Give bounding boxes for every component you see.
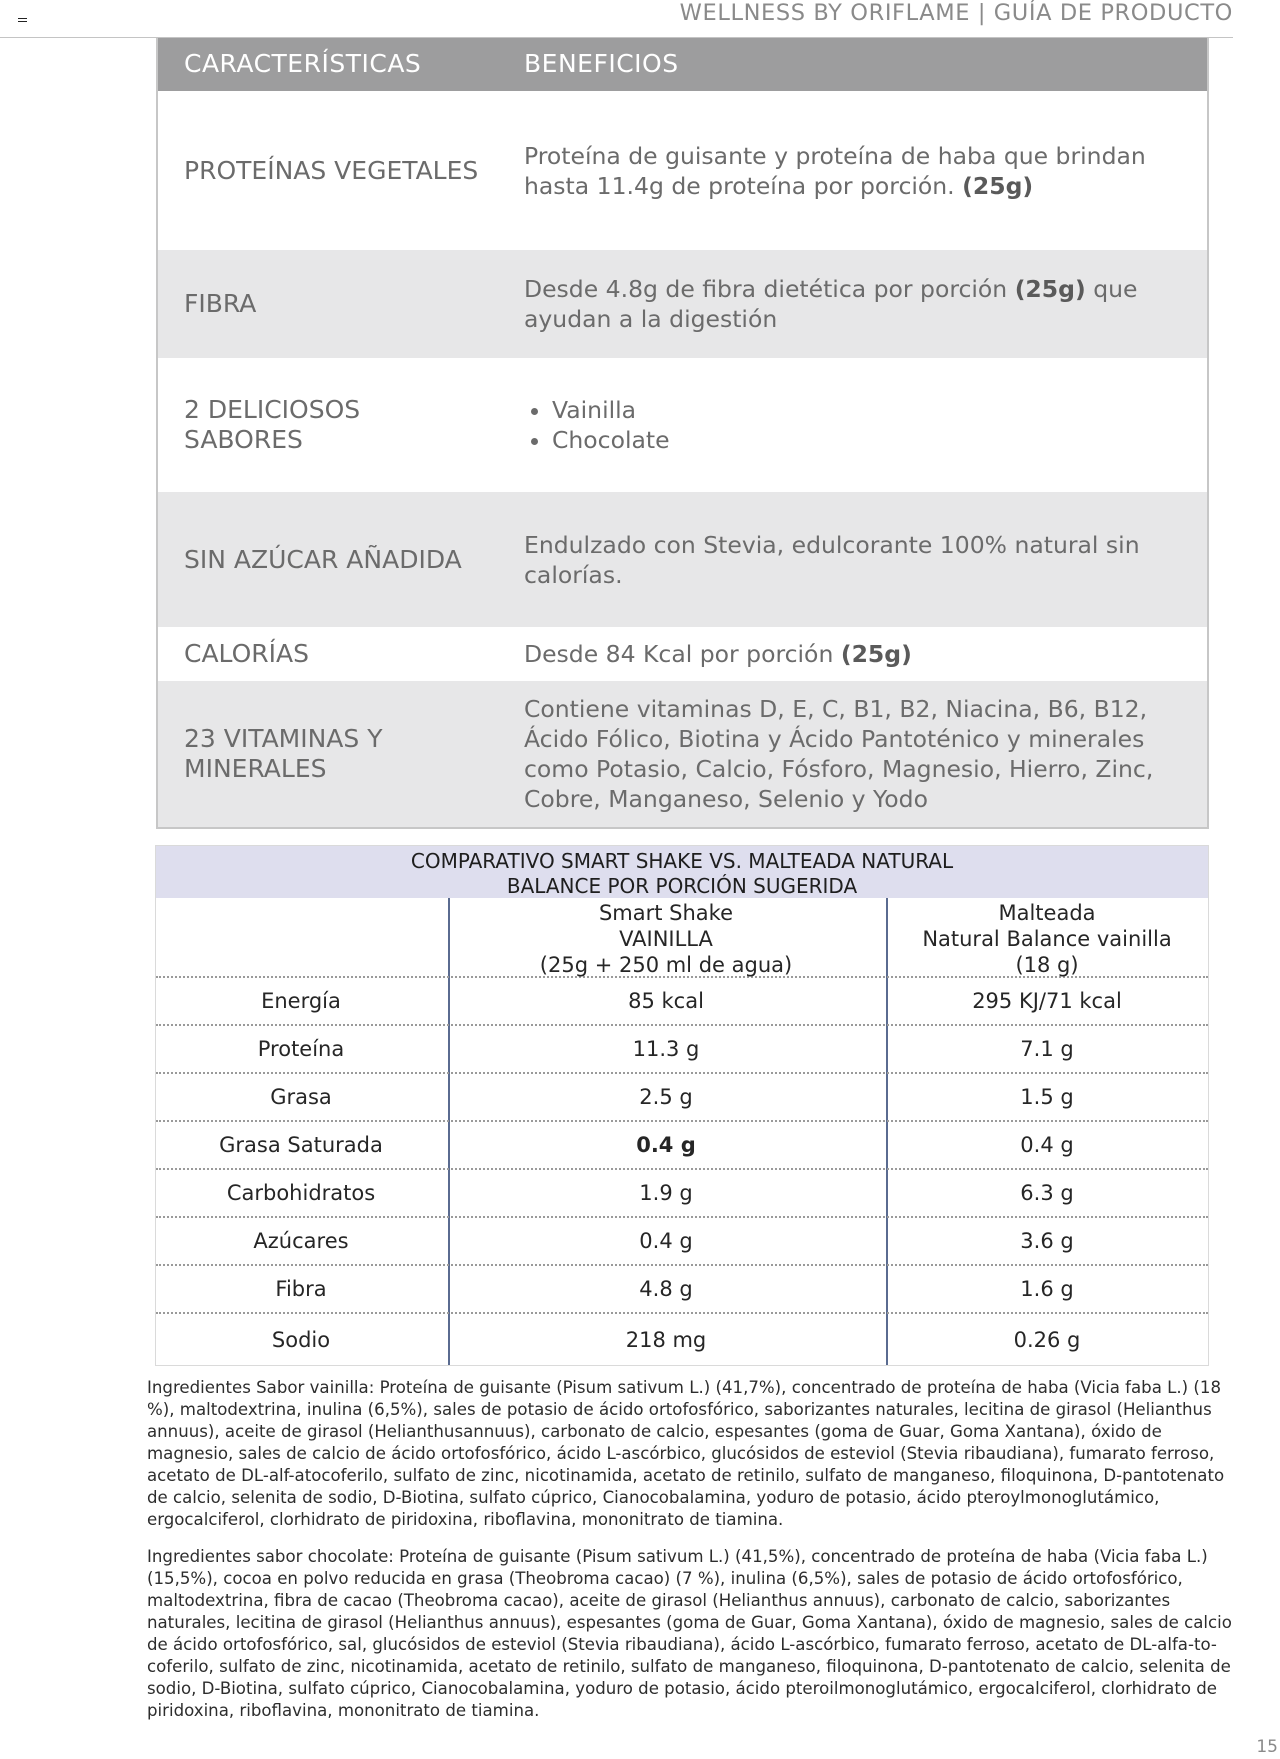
smart-value: 85 kcal (628, 989, 704, 1013)
natural-value: 3.6 g (1020, 1229, 1074, 1253)
comparison-header-row (156, 898, 1208, 978)
feature-row-sabores (158, 358, 1207, 492)
smart-value: 0.4 g (636, 1133, 696, 1157)
nutrient-name: Azúcares (253, 1229, 349, 1253)
table-row (156, 1026, 1208, 1074)
table-row (156, 1170, 1208, 1218)
smart-value: 218 mg (625, 1327, 707, 1352)
feature-benefit (524, 395, 1174, 455)
feature-benefit: Contiene vitaminas D, E, C, B1, B2, Niacina, B6, B12, Ácido Fólico, Biotina y Ácido Pantoténico y minerales como Potasio, Calcio, Fósforo, Magnesio, Hierro, Zinc, Cobre, Manganeso, Selenio y Yodo (524, 695, 1154, 813)
table-row (156, 978, 1208, 1026)
nutrient-name: Carbohidratos (226, 1181, 376, 1205)
nutrient-name: Grasa (270, 1085, 332, 1109)
feature-label: FIBRA (184, 289, 257, 318)
natural-value: 0.4 g (1020, 1133, 1074, 1157)
features-table (156, 38, 1209, 829)
smart-value: 1.9 g (639, 1181, 693, 1205)
ingredients-chocolate: Ingredientes sabor chocolate: Proteína de guisante (Pisum sativum L.) (41,5%), concentrado de proteína de haba (Vicia faba L.) (15,5%), cocoa en polvo reducida en grasa (Theobroma cacao) (7 %), inulina (6,5%), sales de potasio de ácido ortofosfórico, maltodextrina, fibra de cacao (Theobroma cacao), aceite de girasol (Helianthus annuus), carbonato de calcio, saborizantes naturales, lecitina de girasol (Helianthus annuus), espesantes (goma de Guar, Goma Xantana), óxido de magnesio, sales de calcio de ácido ortofosfórico, sal, glucósidos de esteviol (Stevia ribaudiana), ácido L-ascórbico, fumarato ferroso, acetato de DL-alfa-to-coferilo, sulfato de zinc, nicotinamida, acetato de retinilo, sulfato de manganeso, filoquinona, D-pantotenato de calcio, selenita de sodio, D-Biotina, sulfato cúprico, Cianocobalamina, yoduro de potasio, ácido pteroilmonoglutámico, ergocalciferol, clorhidrato de piridoxina, riboflavina, mononitrato de tiamina. (147, 1547, 1232, 1720)
natural-value: 295 KJ/71 kcal (972, 989, 1122, 1013)
feature-label: SIN AZÚCAR AÑADIDA (184, 544, 462, 574)
smart-value: 2.5 g (639, 1085, 693, 1109)
feature-benefit: Proteína de guisante y proteína de haba que brindan hasta 11.4g de proteína por porción. (25g) (524, 141, 1146, 200)
feature-row-proteinas (158, 91, 1207, 250)
feature-label: CALORÍAS (184, 639, 309, 668)
feature-benefit: Desde 4.8g de fibra dietética por porción (25g) que ayudan a la digestión (524, 275, 1138, 333)
feature-label: 2 DELICIOSOS SABORES (184, 395, 361, 454)
feature-row-calorias (158, 627, 1207, 681)
natural-value: 7.1 g (1020, 1037, 1074, 1061)
table-row (156, 1314, 1208, 1365)
natural-value: 6.3 g (1020, 1181, 1074, 1205)
features-table-header (158, 38, 1207, 91)
natural-balance-header: Malteada Natural Balance vainilla (18 g) (922, 901, 1172, 977)
comparison-title-line2: BALANCE POR PORCIÓN SUGERIDA (506, 874, 858, 898)
header-caracteristicas: CARACTERÍSTICAS (184, 49, 422, 78)
page-header: WELLNESS BY ORIFLAME | GUÍA DE PRODUCTO (679, 0, 1233, 26)
smart-shake-header: Smart Shake VAINILLA (25g + 250 ml de agua) (539, 901, 793, 977)
nutrient-name: Grasa Saturada (219, 1133, 383, 1157)
nutrient-name: Proteína (257, 1037, 345, 1061)
feature-row-sin-azucar (158, 492, 1207, 627)
comparison-title-line1: COMPARATIVO SMART SHAKE VS. MALTEADA NATURAL (410, 849, 954, 873)
nutrient-name: Sodio (271, 1327, 331, 1352)
natural-value: 1.6 g (1020, 1277, 1074, 1301)
nutrient-name: Fibra (275, 1277, 327, 1301)
header-beneficios: BENEFICIOS (524, 49, 679, 78)
smart-value: 4.8 g (639, 1277, 693, 1301)
natural-value: 0.26 g (1013, 1327, 1081, 1352)
table-row (156, 1074, 1208, 1122)
page-number: 15 (1256, 1737, 1278, 1757)
list-item: • Vainilla (552, 395, 1174, 425)
feature-label: 23 VITAMINAS Y MINERALES (184, 724, 383, 783)
smart-value: 11.3 g (632, 1037, 700, 1061)
table-row (156, 1218, 1208, 1266)
feature-benefit: Endulzado con Stevia, edulcorante 100% natural sin calorías. (524, 530, 1140, 589)
smart-value: 0.4 g (639, 1229, 693, 1253)
feature-label: PROTEÍNAS VEGETALES (184, 155, 479, 185)
feature-benefit: Desde 84 Kcal por porción (25g) (524, 640, 912, 668)
comparison-table (155, 845, 1209, 1366)
table-row (156, 1122, 1208, 1170)
feature-row-fibra (158, 250, 1207, 358)
comparison-title (156, 846, 1208, 898)
ingredients-vanilla: Ingredientes Sabor vainilla: Proteína de guisante (Pisum sativum L.) (41,7%), concentrado de proteína de haba (Vicia faba L.) (18 %), maltodextrina, inulina (6,5%), sales de potasio de ácido ortofosfórico, saborizantes naturales, lecitina de girasol (Helianthus annuus), aceite de girasol (Helianthusannuus), carbonato de calcio, espesantes (goma de Guar, Goma Xantana), óxido de magnesio, sales de calcio de ácido ortofosfórico, ácido L-ascórbico, glucósidos de esteviol (Stevia ribaudiana), fumarato ferroso, acetato de DL-alf-atocoferilo, sulfato de zinc, nicotinamida, acetato de retinilo, sulfato de manganeso, filoquinona, D-pantotenato de calcio, selenita de sodio, D-Biotina, sulfato cúprico, Cianocobalamina, yoduro de potasio, ácido pteroylmonoglutámico, ergocalciferol, clorhidrato de piridoxina, riboflavina, mononitrato de tiamina. (147, 1378, 1225, 1529)
nutrient-name: Energía (261, 989, 341, 1013)
table-row (156, 1266, 1208, 1314)
feature-row-vitaminas (158, 681, 1207, 827)
natural-value: 1.5 g (1020, 1085, 1074, 1109)
menu-icon[interactable] (18, 18, 27, 24)
list-item: • Chocolate (552, 425, 1174, 455)
